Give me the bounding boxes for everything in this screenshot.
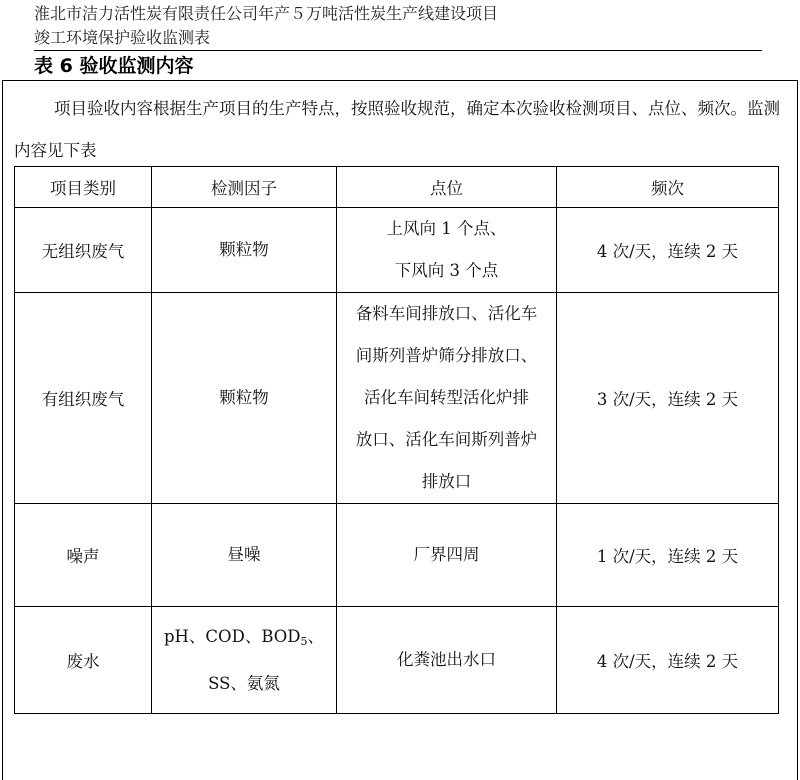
location-line: 上风向 1 个点、 bbox=[386, 219, 507, 238]
location-line: 化粪池出水口 bbox=[397, 650, 496, 669]
location-line: 放口、活化车间斯列普炉 bbox=[355, 430, 538, 449]
table-row bbox=[15, 504, 779, 607]
cell-factor bbox=[152, 607, 337, 714]
cell-location bbox=[337, 607, 557, 714]
factor-text: pH、COD、BOD bbox=[163, 626, 301, 646]
cell-frequency: 3 次/天，连续 2 天 bbox=[557, 293, 779, 504]
header-divider bbox=[34, 50, 762, 51]
column-header-frequency: 频次 bbox=[557, 167, 779, 208]
cell-location bbox=[337, 293, 557, 504]
location-line: 活化车间转型活化炉排 bbox=[364, 388, 529, 407]
column-header-category: 项目类别 bbox=[15, 167, 152, 208]
factor-line bbox=[158, 616, 330, 663]
location-line: 厂界四周 bbox=[413, 545, 480, 564]
factor-line: 颗粒物 bbox=[219, 240, 269, 259]
factor-subscript: 5 bbox=[300, 634, 308, 648]
cell-factor bbox=[152, 293, 337, 504]
document-header bbox=[34, 2, 774, 50]
factor-line: 颗粒物 bbox=[219, 388, 269, 407]
cell-factor bbox=[152, 504, 337, 607]
location-line: 间斯列普炉筛分排放口、 bbox=[355, 346, 538, 365]
cell-frequency: 1 次/天，连续 2 天 bbox=[557, 504, 779, 607]
header-project-title: 淮北市洁力活性炭有限责任公司年产５万吨活性炭生产线建设项目 bbox=[34, 4, 499, 23]
cell-category: 噪声 bbox=[15, 504, 152, 607]
table-row bbox=[15, 293, 779, 504]
location-line: 备料车间排放口、活化车 bbox=[355, 304, 538, 323]
cell-category: 有组织废气 bbox=[15, 293, 152, 504]
section-title: 表 6 验收监测内容 bbox=[34, 55, 194, 77]
table-row bbox=[15, 607, 779, 714]
intro-paragraph: 项目验收内容根据生产项目的生产特点，按照验收规范，确定本次验收检测项目、点位、频次。监测内容见下表 bbox=[14, 99, 780, 160]
table-header-row bbox=[15, 167, 779, 208]
factor-line: 昼噪 bbox=[227, 545, 261, 564]
factor-text: 、 bbox=[307, 626, 325, 646]
factor-line: SS、氨氮 bbox=[208, 673, 280, 693]
header-document-title: 竣工环境保护验收监测表 bbox=[34, 28, 211, 47]
cell-frequency: 4 次/天，连续 2 天 bbox=[557, 208, 779, 293]
cell-location bbox=[337, 504, 557, 607]
table-row bbox=[15, 208, 779, 293]
column-header-factor: 检测因子 bbox=[152, 167, 337, 208]
location-line: 排放口 bbox=[421, 472, 472, 491]
cell-location bbox=[337, 208, 557, 293]
cell-frequency: 4 次/天，连续 2 天 bbox=[557, 607, 779, 714]
cell-category: 无组织废气 bbox=[15, 208, 152, 293]
monitoring-table bbox=[14, 166, 779, 714]
column-header-location: 点位 bbox=[337, 167, 557, 208]
cell-factor bbox=[152, 208, 337, 293]
cell-category: 废水 bbox=[15, 607, 152, 714]
location-line: 下风向 3 个点 bbox=[394, 261, 499, 280]
